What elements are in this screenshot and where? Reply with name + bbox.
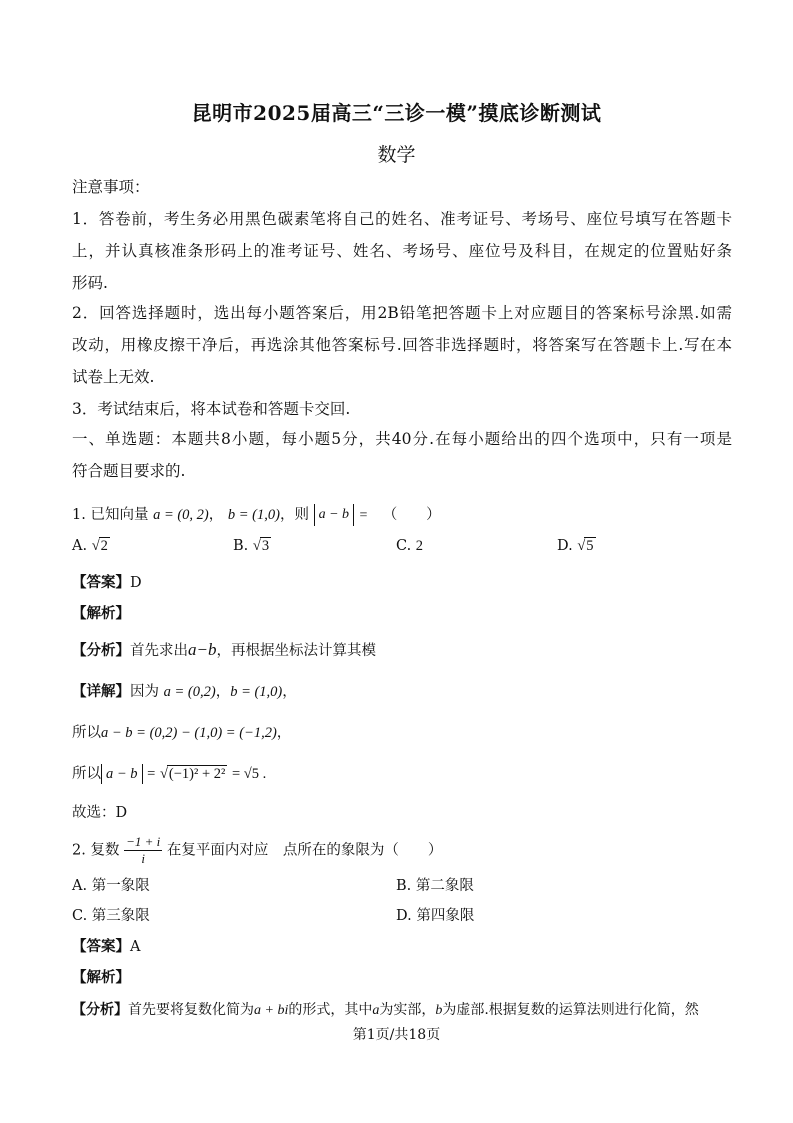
detail-text: 因为	[130, 684, 159, 700]
q1-choose: 故选：D	[72, 805, 128, 821]
so-prefix: 所以	[72, 766, 101, 782]
fenxi-tag: 【分析】	[72, 1002, 128, 1018]
option-label: C.	[396, 538, 412, 554]
option-label: B.	[396, 878, 412, 894]
q1-abs-expression: a − b	[314, 504, 354, 526]
notice-text: 2．回答选择题时，选出每小题答案后，用2B铅笔把答题卡上对应题目的答案标号涂黑.如需	[72, 304, 732, 322]
notice-item3: 3．考试结束后，将本试卷和答题卡交回.	[72, 400, 351, 418]
answer-tag: 【答案】	[72, 574, 130, 591]
q1-option-d: D. √5	[557, 538, 594, 554]
notice-item2-line3: 试卷上无效.	[72, 368, 155, 386]
section1-line1	[72, 428, 732, 450]
q2-option-a	[72, 876, 150, 896]
q1-option-a: A. √2	[72, 538, 108, 554]
so-result: = √5 .	[232, 766, 267, 782]
option-label: B.	[233, 538, 249, 554]
notice-text: 1．答卷前，考生务必用黑色碳素笔将自己的姓名、准考证号、考场号、座位号填写在答题卡	[72, 210, 732, 228]
analysis-tag: 【解析】	[72, 605, 130, 622]
fenxi-a: a	[372, 1003, 380, 1018]
fenxi-text: 的形式，其中	[288, 1002, 373, 1018]
so-expression: a − b = (0,2) − (1,0) = (−1,2)	[101, 725, 277, 741]
notice-item1-line3: 形码.	[72, 274, 108, 292]
q1-then: ，则	[279, 507, 309, 523]
q1-prefix: 1. 已知向量	[72, 507, 149, 523]
fenxi-text: ，再根据坐标法计算其模	[216, 643, 376, 659]
notice-item2-line1	[72, 302, 732, 324]
q2-option-b	[396, 876, 474, 896]
page-footer: 第1页/共18页	[352, 1027, 441, 1043]
option-value: 第一象限	[91, 878, 150, 894]
q2-option-c	[72, 906, 150, 926]
notice-text: 上，并认真核准条形码上的准考证号、姓名、考场号、座位号及科目，在规定的位置贴好条	[72, 242, 732, 260]
answer-value: A	[130, 939, 141, 955]
fenxi-tag: 【分析】	[72, 642, 130, 659]
notice-item2-line2	[72, 334, 732, 356]
option-label: D.	[557, 538, 573, 554]
q2-numerator: −1 + i	[126, 834, 161, 849]
q1-paren: （ ）	[382, 507, 441, 523]
q1-so-1: 所以a − b = (0,2) − (1,0) = (−1,2)，	[72, 725, 292, 741]
notice-heading: 注意事项：	[72, 178, 150, 196]
q1-answer	[72, 573, 142, 593]
q1-fenxi	[72, 640, 376, 661]
answer-value: D	[130, 575, 142, 591]
fenxi-text: 为虚部.根据复数的运算法则进行化简，然	[442, 1002, 699, 1018]
option-value: 第二象限	[415, 878, 474, 894]
option-value: 第三象限	[91, 908, 150, 924]
detail-b: b = (1,0)	[230, 684, 283, 700]
q1-option-b: B. √3	[233, 538, 270, 554]
analysis-tag: 【解析】	[72, 969, 130, 986]
section1-line2: 符合题目要求的.	[72, 462, 186, 480]
section-text: 一、单选题：本题共8小题，每小题5分，共40分.在每小题给出的四个选项中，只有一项是	[72, 430, 732, 448]
question-1	[72, 504, 732, 527]
fenxi-text: 为实部，	[379, 1002, 436, 1018]
q1-b-definition: b = (1,0)	[227, 507, 280, 523]
fenxi-vector: a−b	[188, 640, 217, 659]
q2-fraction	[124, 834, 162, 867]
subject-title: 数学	[377, 144, 416, 166]
fenxi-text: 首先要将复数化简为	[128, 1002, 254, 1018]
detail-a: a = (0,2)	[163, 684, 216, 700]
fenxi-b: b	[435, 1003, 443, 1018]
q2-prefix: 2. 复数	[72, 842, 120, 859]
so-radicand: (−1)² + 2²	[168, 766, 226, 782]
q2-analysis-tag	[72, 968, 130, 988]
q2-option-d	[396, 906, 474, 926]
q1-so-2: 所以 a − b = √(−1)² + 2² = √5 .	[72, 766, 267, 782]
option-label: A.	[72, 538, 88, 554]
option-value: 第四象限	[416, 908, 475, 924]
detail-tag: 【详解】	[72, 683, 130, 700]
document-title: 昆明市2025届高三“三诊一模”摸底诊断测试	[191, 101, 602, 125]
q1-analysis-tag	[72, 604, 130, 624]
option-label: A.	[72, 878, 88, 894]
notice-item1-line2	[72, 240, 732, 262]
option-value: 3	[261, 538, 270, 554]
question-2	[72, 834, 442, 870]
notice-text: 改动，用橡皮擦干净后，再选涂其他答案标号.回答非选择题时，将答案写在答题卡上.写在本	[72, 336, 732, 354]
option-label: C.	[72, 908, 88, 924]
option-value: 5	[586, 538, 594, 554]
option-label: D.	[396, 908, 412, 924]
q2-text: 在复平面内对应 点所在的象限为（ ）	[166, 842, 443, 859]
q2-answer	[72, 937, 140, 957]
answer-tag: 【答案】	[72, 938, 130, 955]
fenxi-form: a + bi	[254, 1003, 289, 1018]
q1-equals: =	[358, 508, 369, 523]
q1-option-c	[396, 536, 423, 556]
option-value: 2	[415, 538, 424, 554]
q1-a-definition: a = (0, 2)	[153, 507, 209, 523]
notice-item1-line1	[72, 208, 732, 230]
so-prefix: 所以	[72, 725, 101, 741]
so-eq: =	[147, 766, 156, 782]
q1-detail: 【详解】因为 a = (0,2)，b = (1,0)，	[72, 683, 297, 700]
so-abs: a − b	[101, 764, 143, 784]
q2-fenxi	[72, 1000, 699, 1021]
option-value: 2	[100, 538, 108, 554]
fenxi-text: 首先求出	[130, 643, 188, 659]
q2-denominator: i	[141, 851, 145, 866]
q1-sep: ，	[208, 507, 224, 523]
